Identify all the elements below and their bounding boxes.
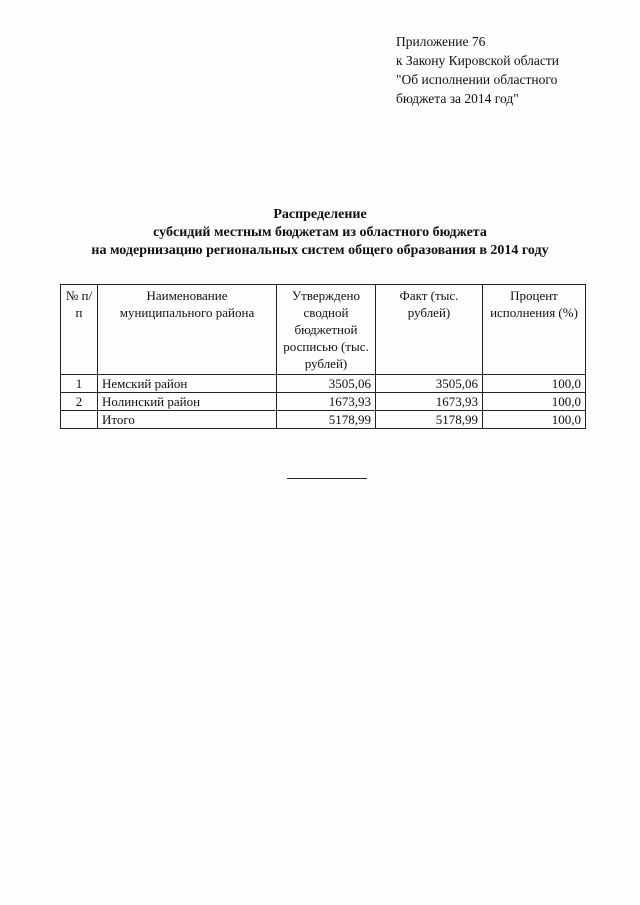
header-approved: Утверждено сводной бюджетной росписью (тыс. рублей) — [277, 285, 376, 375]
cell-number — [61, 411, 98, 429]
table-row — [61, 375, 586, 393]
header-fact: Факт (тыс. рублей) — [376, 285, 483, 375]
header-percent: Процент исполнения (%) — [483, 285, 586, 375]
cell-number: 2 — [61, 393, 98, 411]
header-number: № п/п — [61, 285, 98, 375]
table-row — [61, 393, 586, 411]
table-total-row — [61, 411, 586, 429]
appendix-header — [396, 32, 559, 108]
appendix-line: к Закону Кировской области — [396, 53, 560, 68]
table-header-row — [61, 285, 586, 375]
appendix-line: Приложение 76 — [396, 34, 486, 49]
cell-district: Нолинский район — [98, 393, 277, 411]
cell-percent: 100,0 — [483, 393, 586, 411]
appendix-line: "Об исполнении областного — [396, 72, 558, 87]
cell-number: 1 — [61, 375, 98, 393]
header-district: Наименование муниципального района — [98, 285, 277, 375]
cell-district: Итого — [98, 411, 277, 429]
cell-percent: 100,0 — [483, 375, 586, 393]
cell-fact: 5178,99 — [376, 411, 483, 429]
subsidy-table — [60, 284, 586, 429]
cell-percent: 100,0 — [483, 411, 586, 429]
title-line: на модернизацию региональных систем общего образования в 2014 году — [91, 243, 549, 258]
document-title — [0, 206, 640, 260]
cell-district: Немский район — [98, 375, 277, 393]
cell-approved: 5178,99 — [277, 411, 376, 429]
cell-fact: 1673,93 — [376, 393, 483, 411]
title-line: субсидий местным бюджетам из областного бюджета — [153, 225, 487, 240]
title-line: Распределение — [273, 207, 367, 222]
closing-rule — [287, 478, 367, 479]
cell-approved: 3505,06 — [277, 375, 376, 393]
cell-approved: 1673,93 — [277, 393, 376, 411]
cell-fact: 3505,06 — [376, 375, 483, 393]
appendix-line: бюджета за 2014 год" — [396, 91, 519, 106]
